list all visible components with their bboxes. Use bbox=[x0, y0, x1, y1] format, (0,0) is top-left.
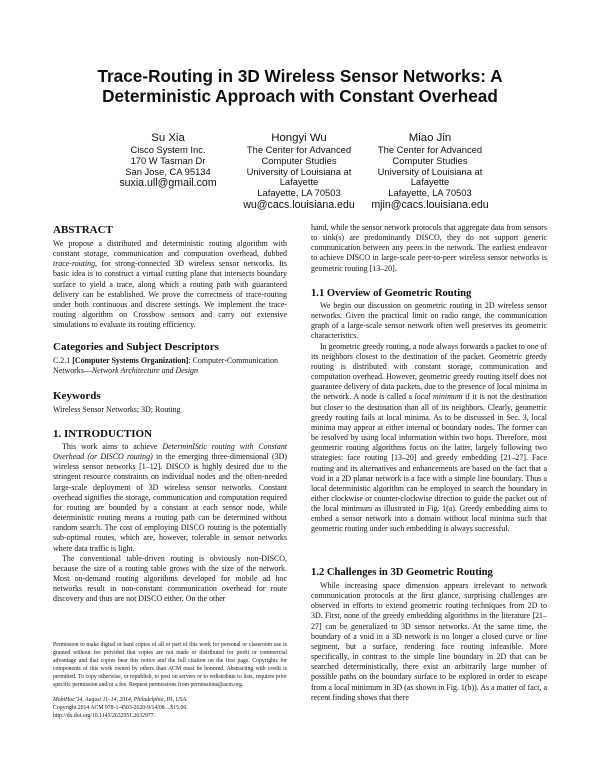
copyright-line: Copyright 2014 ACM 978-1-4503-2620-9/14/08 ...$15.00. bbox=[53, 704, 188, 711]
author-affiliation-line: Lafayette, LA 70503 bbox=[257, 187, 341, 199]
keywords-heading: Keywords bbox=[53, 390, 101, 402]
doi-link[interactable]: http://dx.doi.org/10.1145/2632951.2632977. bbox=[53, 712, 156, 719]
abstract-body bbox=[53, 239, 287, 330]
right-p3: While increasing space dimension appears irrelevant to network communication protocols at the first glance, surprising challenges are observed in efforts to extend geometric routing techniques from 2D to 3D. First, none of the greedy embedding algorithms in the literature [21–27] can be generalized to 3D sensor networks. At the same time, the boundary of a void in a 3D network is no longer a closed curve or line segment, but a surface, rendering face routing infeasible. More specifically, in contrast to the simple line boundary in 2D that can be searched deterministically, there exist an arbitrarily large number of possible paths on the boundary surface to be explored in order to escape from a local minimum in 3D (as shown in Fig. 1(b)). As a matter of fact, a recent finding shows that there bbox=[311, 581, 547, 702]
categories-bold: [Computer Systems Organization] bbox=[72, 356, 189, 365]
right-p1: We begin our discussion on geometric routing in 2D wireless sensor networks. Given the practical limit on radio range, the communication graph of a large-scale sensor network often well preserves its geometric characteristics. bbox=[311, 301, 547, 341]
right-p2-b: if it is not the destination but closer to the destination than all of its neighbors. Clearly, geometric greedy routing fails at local minima. As to be discussed in Sec. 3, local minima may appear at either internal or boundary nodes. The former can be resolved by using local information within two hops. Therefore, most geometric routing algorithms focus on the latter, largely following two strategies: face routing [13–20] and greedy embedding [21–27]. Face routing and its alternatives and enhancements are based on the fact that a void in a 2D planar network is a face with a simple line boundary. Thus a local deterministic algorithm can be employed to search the boundary in either clockwise or counter-clockwise direction to guide the packet out of the local minimum as illustrated in Fig. 1(a). Greedy embedding aims to embed a sensor network into a domain without local minima such that geometric routing under such embedding is always successful. bbox=[311, 392, 547, 534]
author-block-2 bbox=[224, 132, 374, 211]
author-affiliation-line: 170 W Tasman Dr bbox=[130, 154, 206, 166]
section-1-1-heading: 1.1 Overview of Geometric Routing bbox=[311, 288, 472, 299]
abstract-heading: ABSTRACT bbox=[53, 224, 113, 236]
abstract-text-em: trace-routing bbox=[53, 259, 96, 269]
categories-body bbox=[53, 356, 287, 376]
right-p2-em: local minimum bbox=[414, 392, 463, 402]
right-p2-a: In geometric greedy routing, a node always forwards a packet to one of its neighbors closest to the destination of the packet. Geometric greedy routing is distributed with constant storage, communication and computation overhead. However, geometric greedy routing itself does not guarantee delivery of data packets, due to the presence of local minima in the network. A node is called a bbox=[311, 341, 547, 402]
author-email[interactable]: mjin@cacs.louisiana.edu bbox=[371, 198, 489, 211]
author-affiliation-line: The Center for Advanced bbox=[246, 144, 352, 155]
author-affiliation-line: Computer Studies bbox=[261, 154, 337, 166]
categories-heading: Categories and Subject Descriptors bbox=[53, 341, 219, 353]
author-block-3 bbox=[355, 132, 505, 211]
abstract-text-b: , for strong-connected 3D wireless sensor networks. Its basic idea is to construct a virtual cutting plane that intersects boundary surface to yield a trace, along which a routing path with guaranteed delivery can be established. We prove the correctness of trace-routing under both continuous and discrete settings. We implement the trace-routing algorithm on Crossbow sensors and carry out extensive simulations to evaluate its routing efficiency. bbox=[53, 259, 287, 330]
right-continued-text bbox=[311, 223, 547, 274]
title-line-1: Trace-Routing in 3D Wireless Sensor Networks: A bbox=[97, 66, 503, 86]
author-name: Hongyi Wu bbox=[271, 132, 327, 144]
author-affiliation-line: University of Louisiana at bbox=[246, 165, 352, 177]
author-affiliation-line: Cisco System Inc. bbox=[130, 144, 206, 155]
categories-text: : Computer-Communication Networks— bbox=[53, 356, 279, 376]
intro-p2: The conventional table-driven routing is obviously non-DISCO, because the size of a routing table grows with the size of the network. Most on-demand routing algorithms developed for mobile ad hoc networks result in non-constant communication overhead for route discovery and thus are not DISCO either. On the other bbox=[53, 553, 287, 604]
author-affiliation-line: The Center for Advanced bbox=[377, 144, 483, 155]
right-p0: hand, while the sensor network protocols that aggregate data from sensors to sink(s) are predominantly DISCO, they do not support generic communication between any peers in the network. The earliest endeavor to achieve DISCO in large-scale peer-to-peer wireless sensor networks is geometric routing [13–20]. bbox=[311, 223, 547, 273]
author-name: Miao Jin bbox=[408, 132, 452, 144]
intro-p1-b: in the emerging three-dimensional (3D) wireless sensor networks [1–12]. DISCO is highly desired due to the stringent resource constraints on individual nodes and the often-needed large-scale deployment of 3D wireless sensor networks. Constant overhead signifies the storage, communication and computation required for routing are bounded by a constant at each sensor node, while deterministic routing means a routing path can be determined without random search. The cost of employing DISCO routing is the potentially sub-optimal routes, which are, however, tolerable in sensor networks where data traffic is light. bbox=[53, 452, 287, 553]
introduction-heading: 1. INTRODUCTION bbox=[53, 428, 153, 440]
paper-title bbox=[40, 66, 560, 106]
title-line-2: Deterministic Approach with Constant Overhead bbox=[102, 86, 498, 106]
intro-p1-em: DeterminIStic routing with Constant Overhead (or DISCO routing) bbox=[53, 442, 287, 462]
author-name: Su Xia bbox=[151, 132, 185, 144]
keywords-text: Wireless Sensor Networks; 3D; Routing bbox=[53, 405, 181, 414]
author-email[interactable]: wu@cacs.louisiana.edu bbox=[243, 198, 355, 211]
copyright-block bbox=[53, 697, 287, 721]
keywords-body bbox=[53, 405, 287, 415]
section-1-2-heading: 1.2 Challenges in 3D Geometric Routing bbox=[311, 567, 493, 578]
permission-notice: Permission to make digital or hard copies of all or part of this work for personal or classroom use is granted without fee provided that copies are not made or distributed for profit or commercial advantage and that copies bear this notice and the full citation on the first page. Copyrights for components of this work owned by others than ACM must be honored. Abstracting with credit is permitted. To copy otherwise, or republish, to post on servers or to redistribute to lists, requires prior specific permission and/or a fee. Request permissions from permissions@acm.org. bbox=[53, 642, 287, 688]
author-affiliation-line: University of Louisiana at bbox=[377, 165, 483, 177]
author-affiliation-line: San Jose, CA 95134 bbox=[125, 165, 211, 177]
categories-em: Network Architecture and Design bbox=[91, 366, 198, 376]
author-affiliation-line: Computer Studies bbox=[392, 154, 468, 166]
author-affiliation-line: Lafayette bbox=[410, 176, 450, 188]
intro-p1-a: This work aims to achieve bbox=[62, 442, 163, 451]
abstract-text-a: We propose a distributed and deterministic routing algorithm with constant storage, communication and computation overhead, dubbed bbox=[53, 239, 287, 259]
section-1-1-body bbox=[311, 301, 547, 535]
introduction-body bbox=[53, 442, 287, 605]
venue-line: MobiHoc’14, August 11–14, 2014, Philadelphia, PA, USA. bbox=[53, 697, 188, 703]
author-block-1 bbox=[93, 132, 243, 189]
author-affiliation-line: Lafayette bbox=[279, 176, 319, 188]
section-1-2-body bbox=[311, 581, 547, 703]
author-email[interactable]: suxia.ull@gmail.com bbox=[119, 177, 217, 190]
categories-code: C.2.1 bbox=[53, 356, 73, 365]
author-affiliation-line: Lafayette, LA 70503 bbox=[388, 187, 472, 199]
